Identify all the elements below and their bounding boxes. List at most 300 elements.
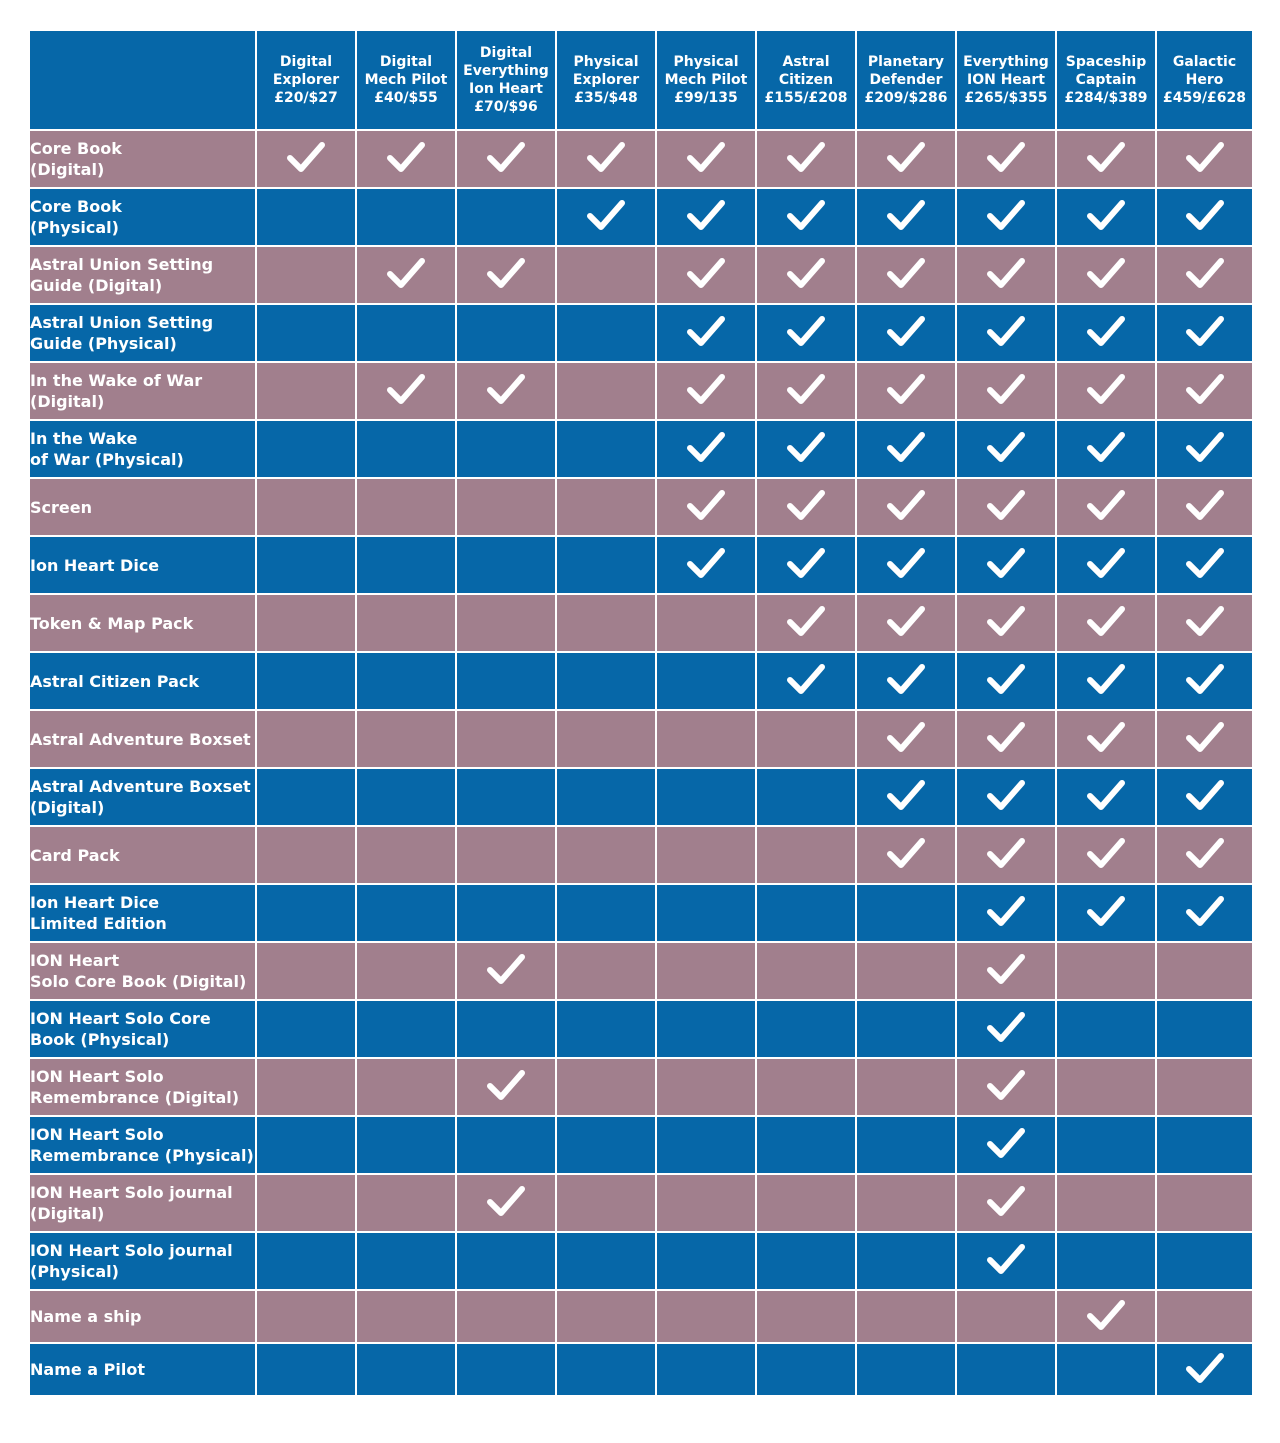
table-cell <box>656 188 756 246</box>
table-row <box>29 594 1253 652</box>
check-icon <box>1086 1298 1126 1332</box>
check-icon <box>1185 894 1225 928</box>
table-cell <box>656 1343 756 1396</box>
table-cell <box>856 594 956 652</box>
check-icon <box>886 836 926 870</box>
table-cell <box>656 1232 756 1290</box>
check-icon <box>486 256 526 290</box>
check-icon <box>986 604 1026 638</box>
table-cell <box>356 304 456 362</box>
column-header-line: £155/£208 <box>764 90 848 106</box>
row-label-line: Remembrance (Digital) <box>30 1088 240 1107</box>
check-icon <box>786 140 826 174</box>
check-icon <box>386 256 426 290</box>
table-row <box>29 1232 1253 1290</box>
table-cell <box>1056 1058 1156 1116</box>
table-cell <box>256 1116 356 1174</box>
column-header-line: Hero <box>1185 72 1224 88</box>
table-cell <box>856 1116 956 1174</box>
table-cell <box>356 1000 456 1058</box>
table-cell <box>256 420 356 478</box>
check-icon <box>986 1184 1026 1218</box>
row-label-line: Limited Edition <box>30 914 167 933</box>
column-header-line: £459/£628 <box>1162 90 1247 106</box>
check-icon <box>986 1068 1026 1102</box>
check-icon <box>1086 836 1126 870</box>
row-label-line: of War (Physical) <box>30 450 184 469</box>
check-icon <box>886 546 926 580</box>
row-label-line: Screen <box>30 497 92 517</box>
table-cell <box>556 362 656 420</box>
table-cell <box>356 826 456 884</box>
table-cell <box>656 1116 756 1174</box>
table-cell <box>956 536 1056 594</box>
table-cell <box>956 594 1056 652</box>
table-cell <box>456 652 556 710</box>
check-icon <box>986 1010 1026 1044</box>
table-cell <box>556 420 656 478</box>
table-cell <box>356 362 456 420</box>
row-label <box>29 420 256 478</box>
table-cell <box>956 1343 1056 1396</box>
column-header-line: £20/$27 <box>274 90 338 106</box>
check-icon <box>986 1242 1026 1276</box>
row-label <box>29 362 256 420</box>
column-header-line: Astral <box>782 54 830 70</box>
column-header <box>556 30 656 130</box>
column-header-line: Digital <box>279 54 333 70</box>
table-cell <box>656 710 756 768</box>
check-icon <box>786 314 826 348</box>
table-cell <box>756 246 856 304</box>
table-cell <box>456 884 556 942</box>
table-row <box>29 710 1253 768</box>
table-cell <box>356 1232 456 1290</box>
table-cell <box>556 1174 656 1232</box>
table-cell <box>856 710 956 768</box>
table-cell <box>356 1058 456 1116</box>
column-header <box>256 30 356 130</box>
table-row <box>29 1343 1253 1396</box>
table-row <box>29 1116 1253 1174</box>
column-header-line: Defender <box>869 72 943 88</box>
table-row <box>29 826 1253 884</box>
row-label-line: (Physical) <box>30 218 119 237</box>
table-cell <box>1056 1174 1156 1232</box>
check-icon <box>486 1184 526 1218</box>
table-cell <box>456 1232 556 1290</box>
row-label <box>29 884 256 942</box>
table-cell <box>356 188 456 246</box>
row-label-line: ION Heart <box>30 951 120 970</box>
table-row <box>29 768 1253 826</box>
table-cell <box>756 594 856 652</box>
row-label-line: (Digital) <box>30 798 105 817</box>
column-header-line: £209/$286 <box>864 90 948 106</box>
table-cell <box>1156 1232 1253 1290</box>
check-icon <box>886 140 926 174</box>
check-icon <box>1185 662 1225 696</box>
table-row <box>29 884 1253 942</box>
table-cell <box>256 1058 356 1116</box>
table-cell <box>956 130 1056 188</box>
row-label <box>29 304 256 362</box>
table-cell <box>856 1000 956 1058</box>
row-label-line: Core Book <box>30 197 122 216</box>
check-icon <box>1185 836 1225 870</box>
table-cell <box>1056 536 1156 594</box>
table-row <box>29 1000 1253 1058</box>
column-header-line: Physical <box>573 54 639 70</box>
row-label-line: Guide (Digital) <box>30 276 163 295</box>
row-label-line: Astral Adventure Boxset <box>30 729 251 749</box>
table-cell <box>656 768 756 826</box>
table-cell <box>756 884 856 942</box>
table-cell <box>456 536 556 594</box>
column-header <box>856 30 956 130</box>
check-icon <box>1086 546 1126 580</box>
row-label-line: Card Pack <box>30 845 120 865</box>
table-cell <box>356 768 456 826</box>
column-header-line: £265/$355 <box>964 90 1048 106</box>
table-cell <box>256 130 356 188</box>
check-icon <box>286 140 326 174</box>
row-label-line: Name a Pilot <box>30 1360 145 1379</box>
table-row <box>29 362 1253 420</box>
table-cell <box>456 362 556 420</box>
table-cell <box>556 652 656 710</box>
row-label-line: Book (Physical) <box>30 1030 170 1049</box>
table-cell <box>356 710 456 768</box>
table-cell <box>1056 1232 1156 1290</box>
row-label-line: Guide (Physical) <box>30 334 177 353</box>
table-cell <box>456 478 556 536</box>
check-icon <box>886 488 926 522</box>
table-cell <box>1056 420 1156 478</box>
table-cell <box>556 942 656 1000</box>
table-cell <box>456 1290 556 1343</box>
table-cell <box>356 594 456 652</box>
table-cell <box>656 246 756 304</box>
table-cell <box>1156 884 1253 942</box>
table-cell <box>756 478 856 536</box>
table-cell <box>956 420 1056 478</box>
check-icon <box>986 836 1026 870</box>
row-label-line: Astral Union Setting <box>30 255 214 274</box>
table-cell <box>256 942 356 1000</box>
column-header-line: Ion Heart <box>469 81 543 97</box>
column-header-line: Mech Pilot <box>364 72 448 88</box>
table-cell <box>1056 246 1156 304</box>
row-label <box>29 826 256 884</box>
table-cell <box>456 1116 556 1174</box>
check-icon <box>786 488 826 522</box>
column-header-line: Digital <box>379 54 433 70</box>
table-cell <box>856 652 956 710</box>
check-icon <box>986 662 1026 696</box>
table-cell <box>556 1000 656 1058</box>
table-cell <box>1156 594 1253 652</box>
column-header-line: £40/$55 <box>374 90 438 106</box>
table-cell <box>1156 1000 1253 1058</box>
check-icon <box>686 256 726 290</box>
check-icon <box>1086 256 1126 290</box>
table-cell <box>956 1232 1056 1290</box>
table-cell <box>856 478 956 536</box>
table-cell <box>456 304 556 362</box>
column-header-line: Physical <box>673 54 739 70</box>
column-header-line: Everything <box>463 63 549 79</box>
table-cell <box>456 188 556 246</box>
table-cell <box>856 420 956 478</box>
table-cell <box>656 826 756 884</box>
table-cell <box>856 1232 956 1290</box>
table-cell <box>456 1058 556 1116</box>
check-icon <box>986 372 1026 406</box>
table-row <box>29 1058 1253 1116</box>
table-cell <box>756 1290 856 1343</box>
table-cell <box>756 1000 856 1058</box>
table-cell <box>856 304 956 362</box>
table-cell <box>556 130 656 188</box>
table-cell <box>656 536 756 594</box>
check-icon <box>986 546 1026 580</box>
check-icon <box>1086 778 1126 812</box>
table-cell <box>856 942 956 1000</box>
table-cell <box>556 1058 656 1116</box>
table-cell <box>1056 652 1156 710</box>
table-cell <box>356 130 456 188</box>
row-label <box>29 710 256 768</box>
check-icon <box>1086 662 1126 696</box>
table-cell <box>956 1000 1056 1058</box>
check-icon <box>986 720 1026 754</box>
table-cell <box>956 1174 1056 1232</box>
table-cell <box>1156 1116 1253 1174</box>
table-cell <box>256 652 356 710</box>
column-header-line: Citizen <box>778 72 834 88</box>
table-cell <box>956 768 1056 826</box>
table-cell <box>756 768 856 826</box>
table-cell <box>1156 1290 1253 1343</box>
row-label <box>29 188 256 246</box>
check-icon <box>786 546 826 580</box>
check-icon <box>886 372 926 406</box>
check-icon <box>686 140 726 174</box>
table-cell <box>1156 1058 1253 1116</box>
row-label-line: ION Heart Solo <box>30 1125 164 1144</box>
check-icon <box>1185 198 1225 232</box>
check-icon <box>986 140 1026 174</box>
check-icon <box>1086 604 1126 638</box>
table-cell <box>856 884 956 942</box>
check-icon <box>986 488 1026 522</box>
row-label-line: Ion Heart Dice <box>30 893 160 912</box>
table-cell <box>256 884 356 942</box>
column-header <box>656 30 756 130</box>
row-label-line: Name a ship <box>30 1307 142 1326</box>
row-label-line: In the Wake <box>30 429 138 448</box>
table-row <box>29 246 1253 304</box>
check-icon <box>1086 488 1126 522</box>
table-row <box>29 478 1253 536</box>
table-cell <box>756 304 856 362</box>
row-label <box>29 1290 256 1343</box>
check-icon <box>786 198 826 232</box>
table-cell <box>456 710 556 768</box>
table-cell <box>656 1290 756 1343</box>
table-cell <box>1156 710 1253 768</box>
table-cell <box>1156 942 1253 1000</box>
check-icon <box>886 314 926 348</box>
check-icon <box>1185 546 1225 580</box>
check-icon <box>486 1068 526 1102</box>
check-icon <box>1185 372 1225 406</box>
table-cell <box>656 420 756 478</box>
table-cell <box>756 1174 856 1232</box>
check-icon <box>986 952 1026 986</box>
table-cell <box>1056 478 1156 536</box>
table-cell <box>956 1058 1056 1116</box>
table-cell <box>656 478 756 536</box>
table-cell <box>356 478 456 536</box>
column-header-line: Explorer <box>572 72 640 88</box>
table-row <box>29 1174 1253 1232</box>
table-cell <box>256 536 356 594</box>
table-row <box>29 1290 1253 1343</box>
table-cell <box>956 188 1056 246</box>
table-cell <box>856 188 956 246</box>
table-cell <box>1156 826 1253 884</box>
table-cell <box>656 652 756 710</box>
table-cell <box>256 826 356 884</box>
table-cell <box>1056 304 1156 362</box>
table-cell <box>556 826 656 884</box>
table-row <box>29 304 1253 362</box>
check-icon <box>1185 140 1225 174</box>
table-cell <box>1056 188 1156 246</box>
table-cell <box>256 188 356 246</box>
table-cell <box>256 1000 356 1058</box>
check-icon <box>486 952 526 986</box>
check-icon <box>1086 430 1126 464</box>
column-header <box>456 30 556 130</box>
table-cell <box>256 1232 356 1290</box>
table-cell <box>356 652 456 710</box>
table-cell <box>556 304 656 362</box>
check-icon <box>886 720 926 754</box>
table-cell <box>956 478 1056 536</box>
table-cell <box>256 304 356 362</box>
table-cell <box>256 768 356 826</box>
table-cell <box>956 1290 1056 1343</box>
comparison-table-container <box>28 29 1252 1410</box>
column-header-line: £99/135 <box>674 90 738 106</box>
column-header <box>1156 30 1253 130</box>
check-icon <box>986 256 1026 290</box>
check-icon <box>486 372 526 406</box>
table-cell <box>1156 420 1253 478</box>
table-row <box>29 942 1253 1000</box>
check-icon <box>686 546 726 580</box>
table-cell <box>1156 1174 1253 1232</box>
table-cell <box>1156 130 1253 188</box>
row-label <box>29 594 256 652</box>
row-label <box>29 768 256 826</box>
table-cell <box>256 594 356 652</box>
table-cell <box>556 478 656 536</box>
table-cell <box>956 362 1056 420</box>
table-cell <box>556 1290 656 1343</box>
column-header <box>756 30 856 130</box>
row-label-line: Solo Core Book (Digital) <box>30 972 247 991</box>
check-icon <box>986 894 1026 928</box>
pledge-comparison-table <box>28 29 1254 1397</box>
check-icon <box>986 778 1026 812</box>
table-cell <box>756 1058 856 1116</box>
table-cell <box>1156 246 1253 304</box>
check-icon <box>986 430 1026 464</box>
table-cell <box>656 304 756 362</box>
table-cell <box>656 130 756 188</box>
check-icon <box>986 198 1026 232</box>
table-cell <box>256 1290 356 1343</box>
row-label-line: Token & Map Pack <box>30 613 194 633</box>
table-cell <box>756 188 856 246</box>
table-row <box>29 536 1253 594</box>
column-header-line: Digital <box>479 45 533 61</box>
table-cell <box>1156 768 1253 826</box>
row-label <box>29 652 256 710</box>
table-cell <box>656 942 756 1000</box>
row-label-line: ION Heart Solo journal <box>30 1241 233 1260</box>
table-cell <box>356 942 456 1000</box>
table-cell <box>1056 884 1156 942</box>
row-label-line: ION Heart Solo Core <box>30 1009 211 1028</box>
column-header-line: Mech Pilot <box>664 72 748 88</box>
table-cell <box>256 710 356 768</box>
table-cell <box>556 536 656 594</box>
table-cell <box>556 594 656 652</box>
row-label <box>29 1058 256 1116</box>
check-icon <box>586 140 626 174</box>
check-icon <box>786 256 826 290</box>
row-label <box>29 1000 256 1058</box>
table-cell <box>1056 826 1156 884</box>
table-cell <box>456 420 556 478</box>
table-cell <box>756 362 856 420</box>
table-cell <box>456 594 556 652</box>
row-label-line: Astral Adventure Boxset <box>30 777 251 796</box>
table-cell <box>1056 710 1156 768</box>
column-header-line: Everything <box>963 54 1049 70</box>
table-cell <box>956 246 1056 304</box>
table-cell <box>1156 304 1253 362</box>
column-header-line: ION Heart <box>967 72 1045 88</box>
table-cell <box>956 304 1056 362</box>
table-cell <box>856 362 956 420</box>
table-cell <box>656 1058 756 1116</box>
check-icon <box>1185 604 1225 638</box>
check-icon <box>786 662 826 696</box>
table-cell <box>756 942 856 1000</box>
table-cell <box>656 1174 756 1232</box>
table-cell <box>556 1116 656 1174</box>
check-icon <box>986 314 1026 348</box>
table-cell <box>456 942 556 1000</box>
table-cell <box>856 768 956 826</box>
row-label-line: Core Book <box>30 139 122 158</box>
